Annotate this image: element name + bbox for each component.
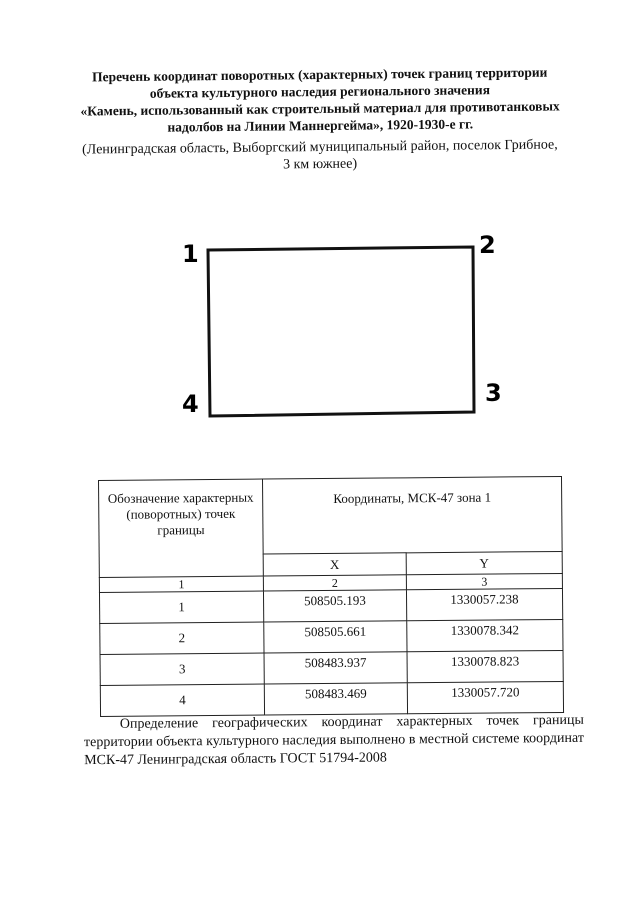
point-number: 2 bbox=[100, 622, 264, 654]
boundary-polygon bbox=[208, 247, 474, 416]
corner-label-1: 1 bbox=[182, 240, 199, 268]
corner-label-2: 2 bbox=[479, 231, 496, 259]
title-line: объекта культурного наследия регионального значения bbox=[149, 82, 491, 101]
x-coordinate: 508483.937 bbox=[264, 652, 407, 684]
column-number: 3 bbox=[406, 573, 562, 589]
y-coordinate: 1330057.720 bbox=[407, 681, 563, 713]
coordinate-system-note bbox=[84, 712, 584, 770]
corner-label-3: 3 bbox=[485, 379, 502, 407]
header-x: X bbox=[263, 553, 406, 576]
header-coordinates: Координаты, МСК-47 зона 1 bbox=[262, 476, 562, 554]
x-coordinate: 508505.661 bbox=[264, 621, 407, 653]
note-line: Определение географических координат характерных точек границы bbox=[119, 712, 584, 732]
x-coordinate: 508505.193 bbox=[263, 590, 406, 622]
header-y: Y bbox=[406, 552, 562, 575]
corner-label-4: 4 bbox=[182, 390, 199, 418]
table-row bbox=[99, 588, 562, 623]
table-row bbox=[100, 619, 563, 654]
point-number: 4 bbox=[100, 684, 264, 716]
y-coordinate: 1330078.823 bbox=[407, 650, 563, 682]
subtitle-line: 3 км южнее) bbox=[282, 156, 358, 173]
note-line: МСК-47 Ленинградская область ГОСТ 51794-2008 bbox=[84, 750, 387, 769]
y-coordinate: 1330078.342 bbox=[407, 619, 563, 651]
subtitle-line: (Ленинградская область, Выборгский муниципальный район, поселок Грибное, bbox=[82, 137, 558, 158]
title-line: Перечень координат поворотных (характерных) точек границ территории bbox=[91, 64, 548, 85]
table-row bbox=[100, 681, 563, 716]
column-number: 1 bbox=[99, 576, 263, 592]
title-line: «Камень, использованный как строительный материал для противотанковых bbox=[80, 98, 560, 119]
coordinates-table bbox=[98, 476, 564, 717]
x-coordinate: 508483.469 bbox=[264, 683, 407, 715]
title-line: надолбов на Линии Маннергейма», 1920-1930-е гг. bbox=[167, 116, 474, 135]
point-number: 3 bbox=[100, 653, 264, 685]
table-row bbox=[100, 650, 563, 685]
point-number: 1 bbox=[99, 591, 263, 623]
y-coordinate: 1330057.238 bbox=[406, 588, 562, 620]
column-number: 2 bbox=[263, 575, 406, 591]
header-point-designation: Обозначение характерных (поворотных) точек границы bbox=[99, 479, 264, 577]
note-line: территории объекта культурного наследия выполнено в местной системе координат bbox=[83, 730, 585, 751]
